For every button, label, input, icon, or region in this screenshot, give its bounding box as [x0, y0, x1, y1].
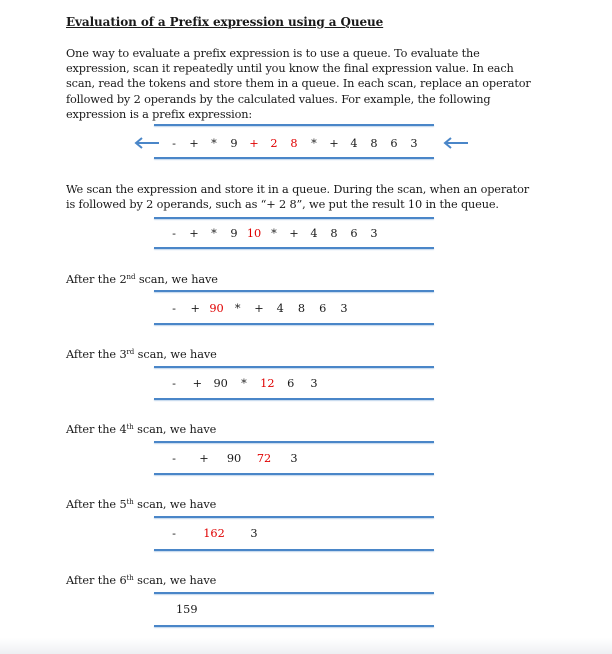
scan-5-label: After the 5th scan, we have [66, 498, 217, 511]
queue-token: * [241, 377, 247, 390]
scan1-line: is followed by 2 operands, such as “+ 2 8”, we put the result 10 in the queue. [66, 198, 499, 212]
queue-token: 6 [287, 377, 295, 390]
queue-token: + [329, 137, 339, 150]
page-title: Evaluation of a Prefix expression using a Queue [66, 15, 384, 29]
scan1-line: We scan the expression and store it in a queue. During the scan, when an operator [66, 183, 529, 196]
queue-token: + [199, 452, 209, 465]
queue-bottom-rule [154, 157, 434, 159]
left-arrow-icon [134, 137, 160, 149]
scan-3-label: After the 3rd scan, we have [66, 348, 217, 361]
queue-token: 12 [260, 377, 275, 390]
queue-bottom-rule [154, 625, 434, 627]
queue-after-scan-1 [172, 227, 378, 241]
queue-token: 8 [290, 137, 298, 150]
queue-token: 9 [230, 227, 238, 240]
queue-token: 4 [276, 302, 284, 315]
queue-token: 9 [230, 137, 238, 150]
queue-after-scan-6 [176, 603, 216, 617]
queue-token: 159 [176, 603, 198, 616]
intro-line: One way to evaluate a prefix expression is to use a queue. To evaluate the [66, 47, 480, 60]
queue-token: - [172, 227, 176, 240]
queue-token: + [189, 227, 199, 240]
queue-top-rule [154, 516, 434, 518]
queue-token: 72 [256, 452, 272, 465]
page-bottom-shade [0, 638, 612, 654]
queue-token: * [211, 137, 217, 150]
queue-token: 4 [350, 137, 358, 150]
queue-top-rule [154, 592, 434, 594]
queue-token: 8 [370, 137, 378, 150]
queue-token: + [249, 137, 259, 150]
queue-token: 162 [203, 527, 225, 540]
queue-token: * [271, 227, 277, 240]
queue-bottom-rule [154, 247, 434, 249]
queue-top-rule [154, 217, 434, 219]
queue-bottom-rule [154, 473, 434, 475]
intro-line: followed by 2 operands by the calculated values. For example, the following [66, 92, 491, 106]
scan-2-label: After the 2nd scan, we have [66, 273, 218, 286]
queue-token: 90 [213, 377, 228, 390]
intro-line: scan, read the tokens and store them in a queue. In each scan, replace an operator [66, 77, 531, 91]
queue-after-scan-4 [172, 452, 298, 466]
queue-top-rule [154, 366, 434, 368]
queue-token: 8 [297, 302, 306, 315]
queue-token: 3 [310, 377, 318, 390]
scan-4-label: After the 4th scan, we have [66, 423, 217, 436]
queue-token: - [172, 137, 176, 150]
queue-token: + [189, 137, 199, 150]
queue-top-rule [154, 441, 434, 443]
queue-token: + [289, 227, 299, 240]
queue-token: 6 [350, 227, 358, 240]
queue-token: 3 [340, 302, 348, 315]
queue-token: 90 [226, 452, 242, 465]
queue-token: - [172, 452, 176, 465]
queue-after-scan-5 [172, 527, 258, 541]
queue-token: * [311, 137, 317, 150]
queue-after-scan-2 [172, 302, 348, 316]
queue-expression [172, 137, 418, 151]
queue-bottom-rule [154, 549, 434, 551]
queue-top-rule [154, 290, 434, 292]
queue-bottom-rule [154, 323, 434, 325]
queue-after-scan-3 [172, 377, 318, 391]
queue-bottom-rule [154, 398, 434, 400]
queue-token: + [254, 302, 264, 315]
intro-line: expression is a prefix expression: [66, 107, 253, 121]
queue-token: - [172, 302, 176, 315]
queue-token: 2 [270, 137, 278, 150]
queue-top-rule [154, 124, 434, 126]
queue-token: * [234, 302, 241, 315]
queue-token: 3 [290, 452, 298, 465]
queue-token: + [190, 302, 200, 315]
left-arrow-icon [443, 137, 469, 149]
queue-token: * [211, 227, 217, 240]
queue-token: 90 [209, 302, 224, 315]
queue-token: 6 [390, 137, 398, 150]
queue-token: - [172, 527, 176, 540]
queue-token: 3 [370, 227, 378, 240]
queue-token: 3 [410, 137, 418, 150]
queue-token: - [172, 377, 176, 390]
queue-token: 4 [310, 227, 318, 240]
queue-token: 3 [250, 527, 258, 540]
scan1-paragraph [66, 182, 556, 212]
queue-token: 6 [319, 302, 327, 315]
intro-paragraph [66, 46, 556, 122]
intro-line: expression, scan it repeatedly until you know the final expression value. In each [66, 62, 514, 76]
queue-token: + [192, 377, 203, 390]
queue-token: 8 [330, 227, 338, 240]
queue-token: 10 [246, 227, 262, 240]
scan-6-label: After the 6th scan, we have [66, 574, 217, 587]
